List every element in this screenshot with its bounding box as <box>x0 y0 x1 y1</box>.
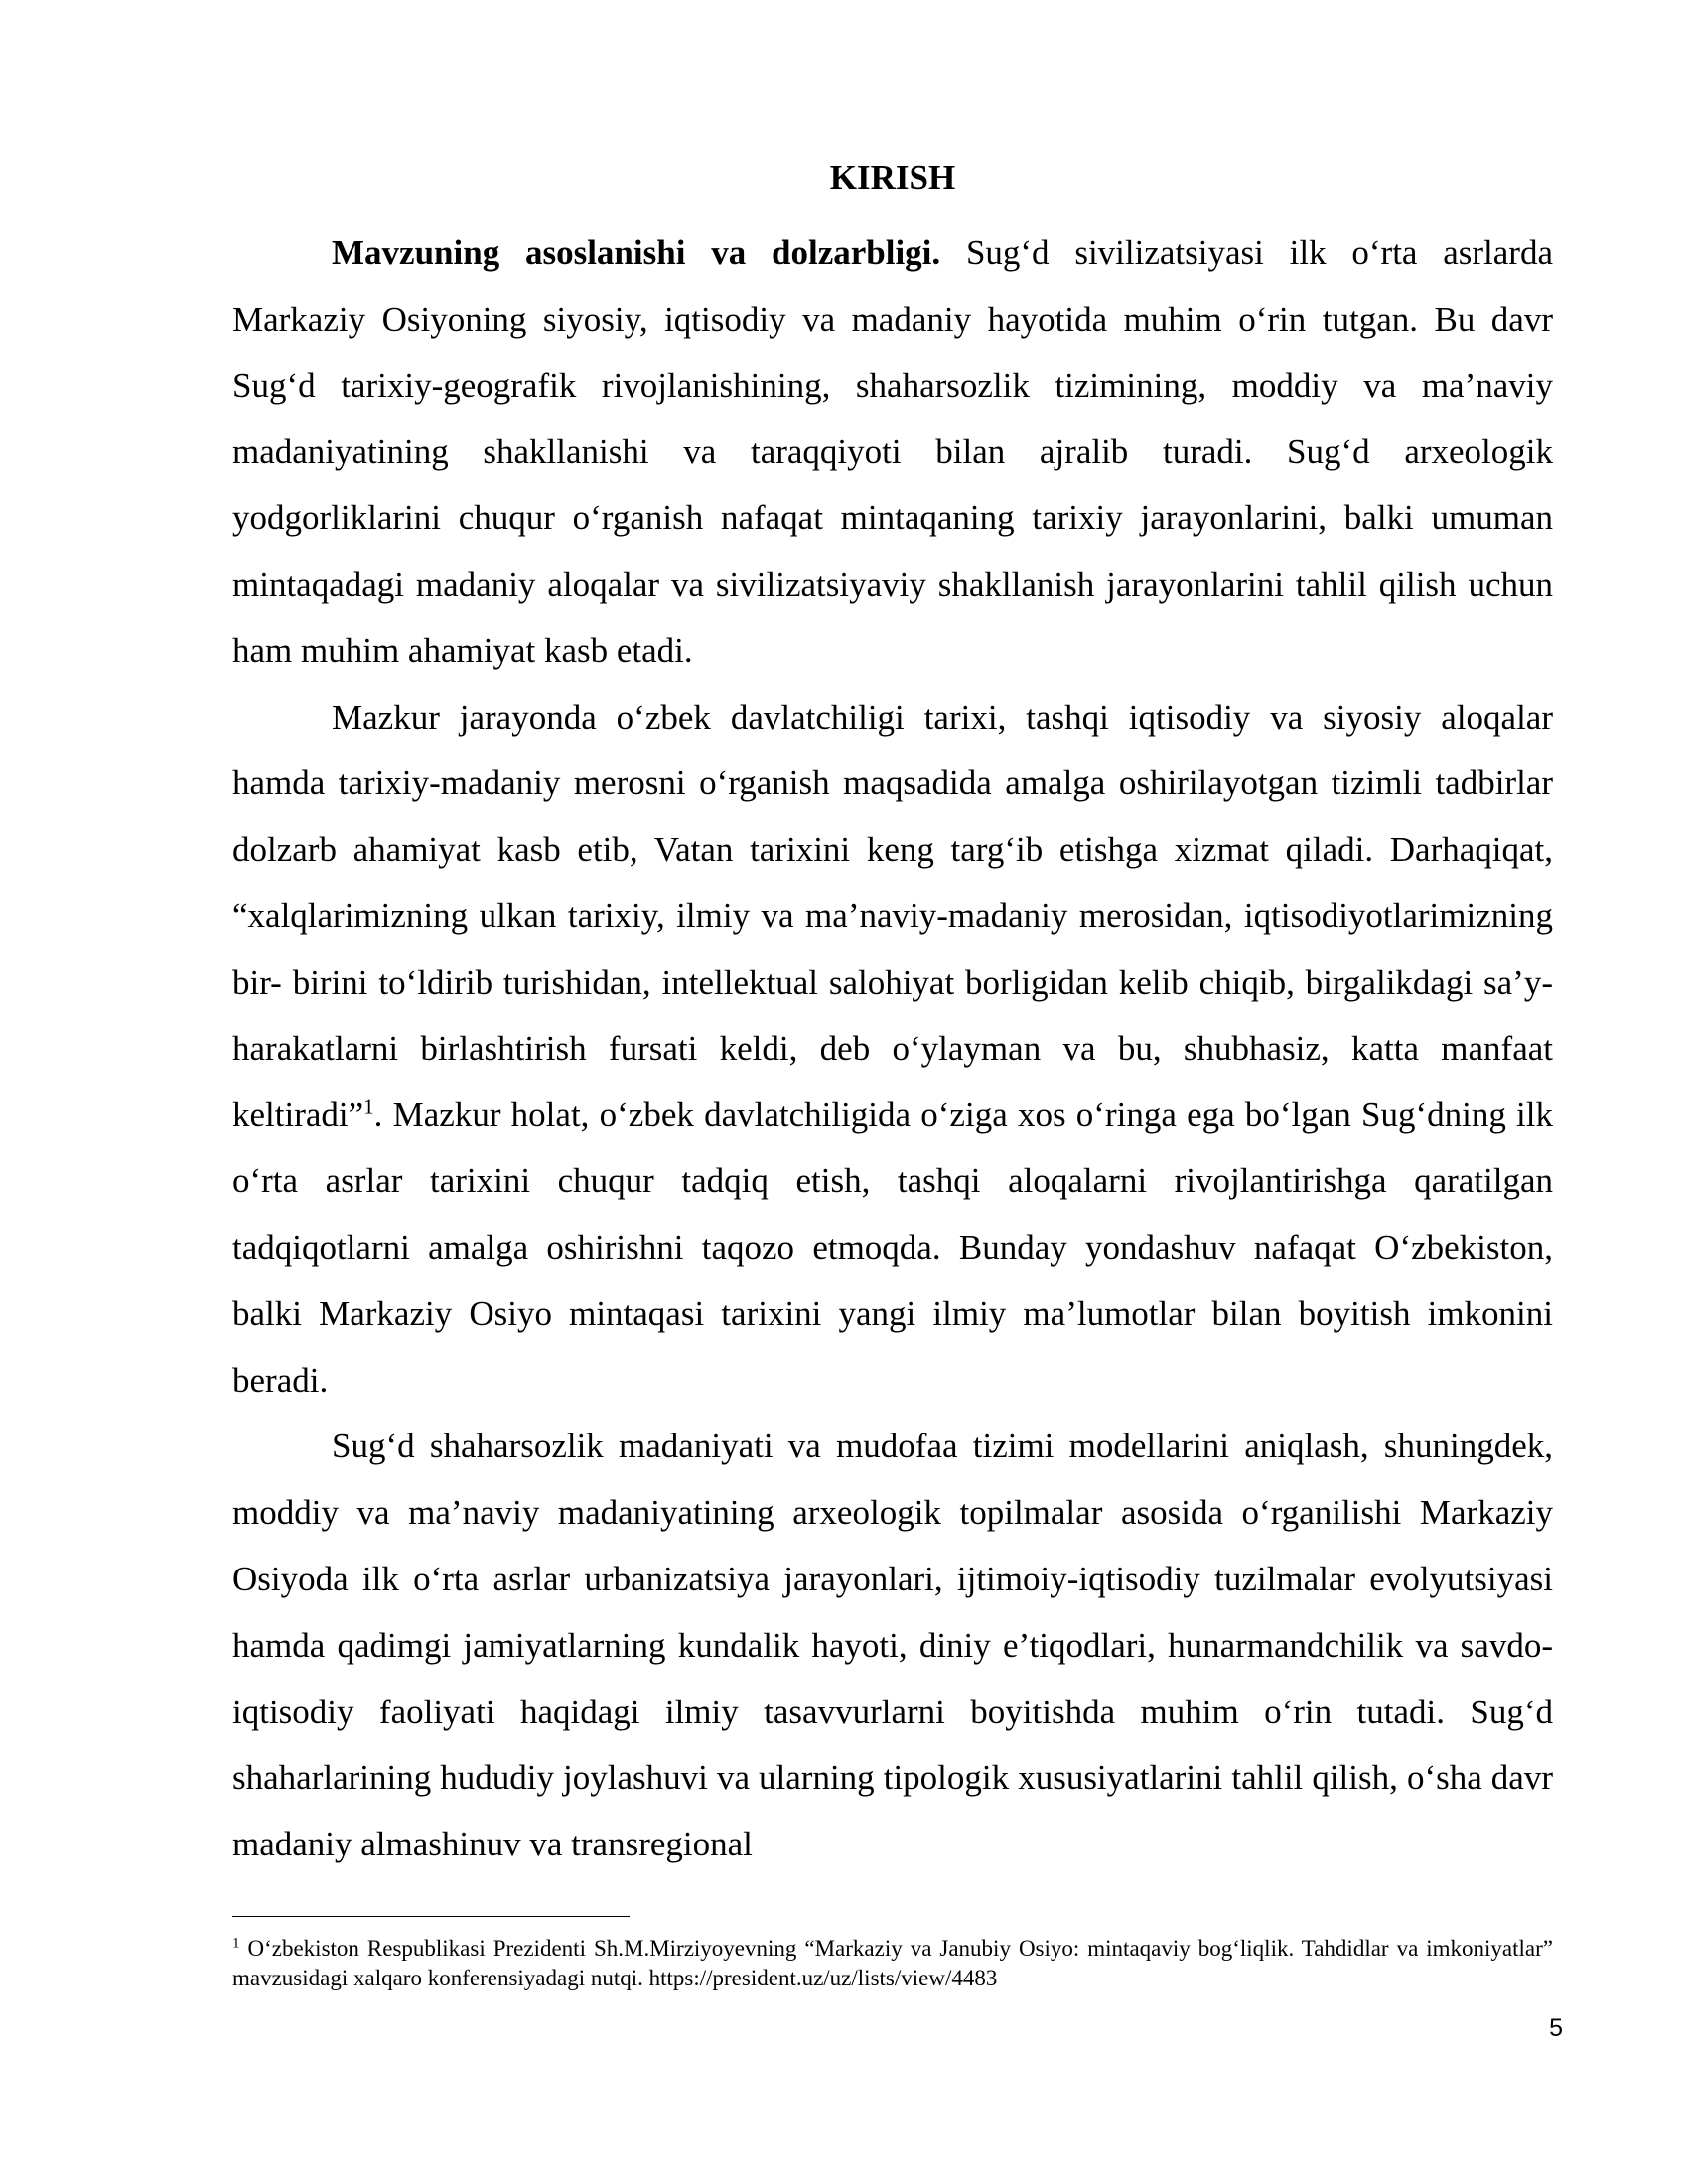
paragraph-lead: Mavzuning asoslanishi va dolzarbligi. <box>332 233 941 272</box>
page-number: 5 <box>1549 2014 1563 2042</box>
footnote-marker: 1 <box>232 1935 240 1952</box>
paragraph-text: Sug‘d shaharsozlik madaniyati va mudofaa tizimi modellarini aniqlash, shuningdek, moddiy va ma’naviy madaniyatining arxeologik topilmalar asosida o‘rganilishi Markaziy Osiyoda ilk o‘rta asrlar urbanizatsiya jarayonlari, ijtimoiy-iqtisodiy tuzilmalar evolyutsiyasi hamda qadimgi jamiyatlarning kundalik hayoti, diniy e’tiqodlari, hunarmandchilik va savdo-iqtisodiy faoliyati haqidagi ilmiy tasavvurlarni boyitishda muhim o‘rin tutadi. Sug‘d shaharlarining hududiy joylashuvi va ularning tipologik xususiyatlarini tahlil qilish, o‘sha davr madaniy almashinuv va transregional <box>232 1427 1553 1864</box>
footnote-text: O‘zbekiston Respublikasi Prezidenti Sh.M.Mirziyoyevning “Markaziy va Janubiy Osiyo: mintaqaviy bog‘liqlik. Tahdidlar va imkoniyatlar” mavzusidagi xalqaro konferensiyadagi nutqi. https://president.uz/uz/lists/view/4483 <box>232 1936 1553 1990</box>
paragraph-text: Sug‘d sivilizatsiyasi ilk o‘rta asrlarda Markaziy Osiyoning siyosiy, iqtisodiy va madaniy hayotida muhim o‘rin tutgan. Bu davr Sug‘d tarixiy-geografik rivojlanishining, shaharsozlik tizimining, moddiy va ma’naviy madaniyatining shakllanishi va taraqqiyoti bilan ajralib turadi. Sug‘d arxeologik yodgorliklarini chuqur o‘rganish nafaqat mintaqaning tarixiy jarayonlarini, balki umuman mintaqadagi madaniy aloqalar va sivilizatsiyaviy shakllanish jarayonlarini tahlil qilish uchun ham muhim ahamiyat kasb etadi. <box>232 233 1553 670</box>
paragraph-1 <box>232 220 1553 685</box>
paragraph-text-before-ref: Mazkur jarayonda o‘zbek davlatchiligi tarixi, tashqi iqtisodiy va siyosiy aloqalar hamda tarixiy-madaniy merosni o‘rganish maqsadida amalga oshirilayotgan tizimli tadbirlar dolzarb ahamiyat kasb etib, Vatan tarixini keng targ‘ib etishga xizmat qiladi. Darhaqiqat, “xalqlarimizning ulkan tarixiy, ilmiy va ma’naviy-madaniy merosidan, iqtisodiyotlarimizning bir- birini to‘ldirib turishidan, intellektual salohiyat borligidan kelib chiqib, birgalikdagi sa’y-harakatlarni birlashtirish fursati keldi, deb o‘ylayman va bu, shubhasiz, katta manfaat keltiradi” <box>232 697 1553 1135</box>
footnote-separator <box>232 1916 630 1917</box>
footnote <box>232 1934 1553 1993</box>
body-text <box>232 220 1553 1878</box>
paragraph-2 <box>232 685 1553 1415</box>
footnote-reference[interactable]: 1 <box>363 1094 374 1119</box>
paragraph-3 <box>232 1414 1553 1878</box>
section-heading: KIRISH <box>829 158 956 197</box>
paragraph-text-after-ref: . Mazkur holat, o‘zbek davlatchiligida o‘ziga xos o‘ringa ega bo‘lgan Sug‘dning ilk o‘rta asrlar tarixini chuqur tadqiq etish, tashqi aloqalarni rivojlantirishga qaratilgan tadqiqotlarni amalga oshirishni taqozo etmoqda. Bunday yondashuv nafaqat O‘zbekiston, balki Markaziy Osiyo mintaqasi tarixini yangi ilmiy ma’lumotlar bilan boyitish imkonini beradi. <box>232 1095 1553 1400</box>
